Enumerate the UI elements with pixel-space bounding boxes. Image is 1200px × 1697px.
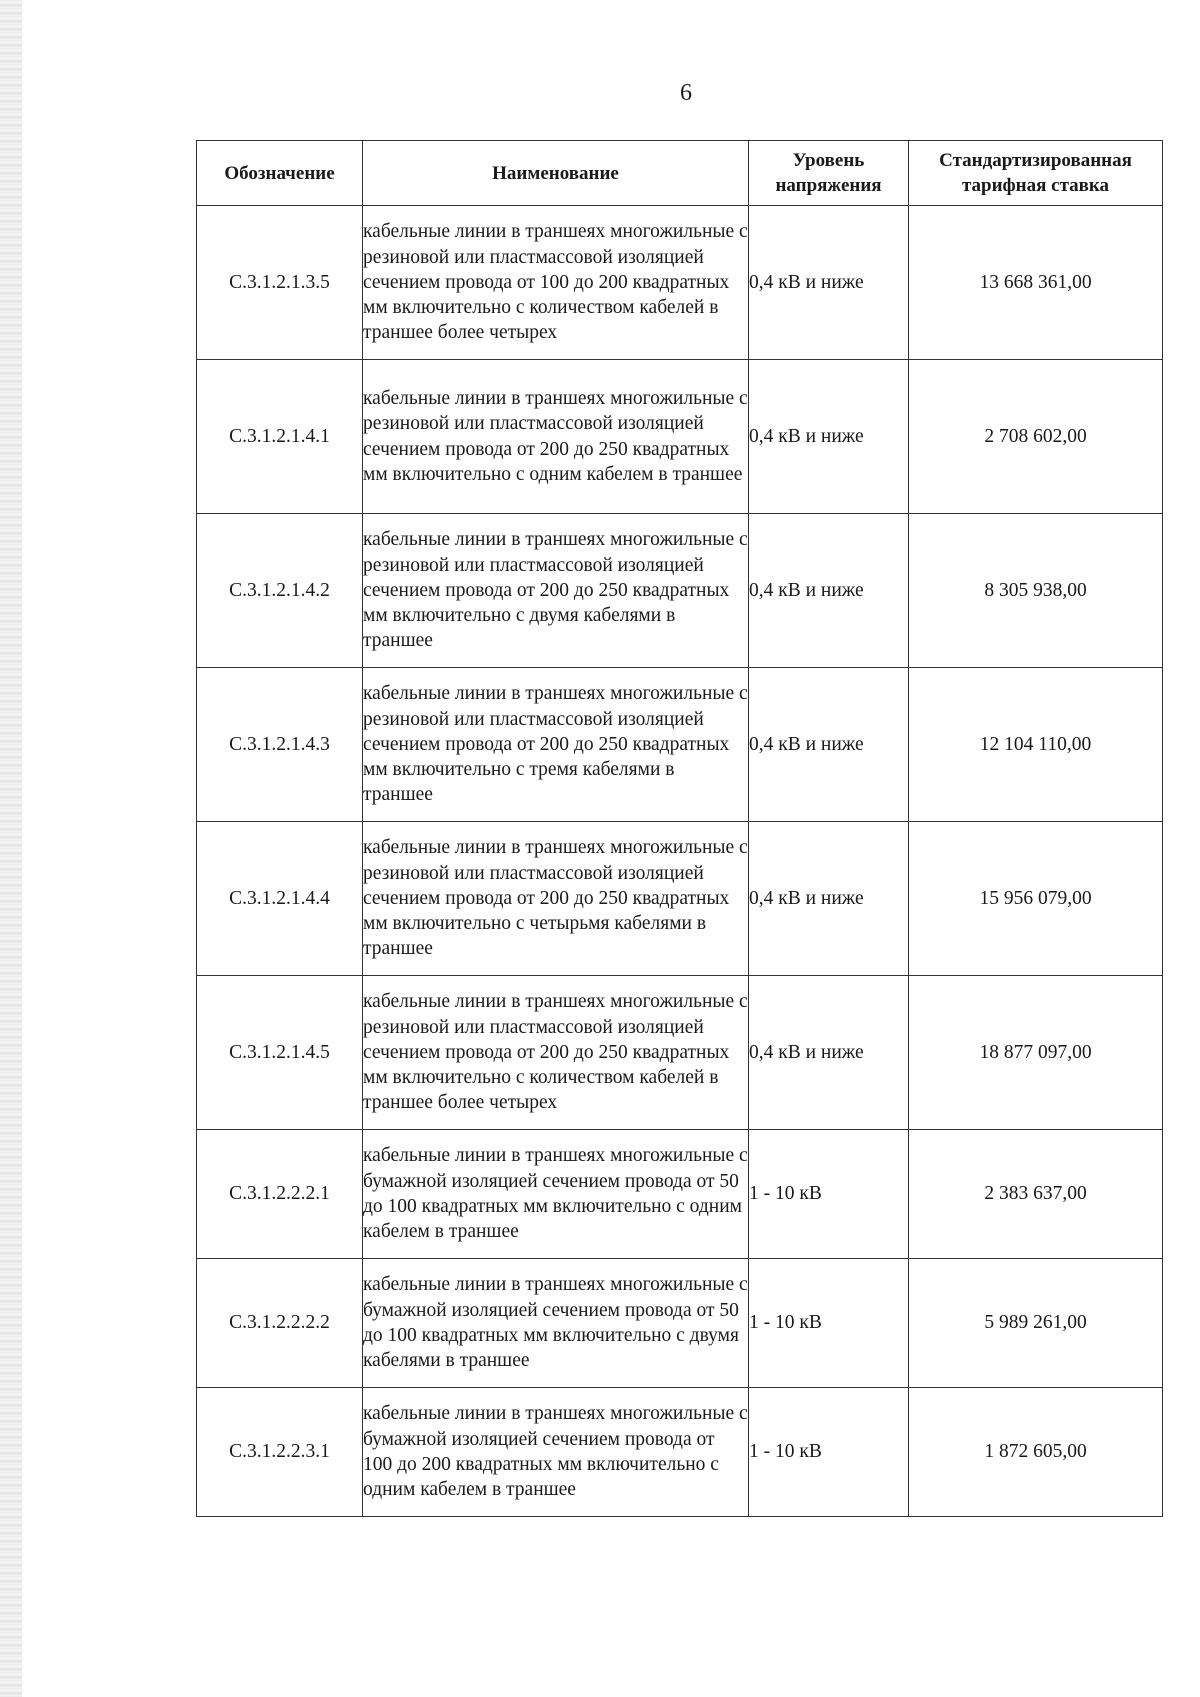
- cell-code: С.3.1.2.2.2.1: [197, 1130, 363, 1259]
- cell-voltage: 0,4 кВ и ниже: [749, 206, 909, 360]
- cell-voltage: 0,4 кВ и ниже: [749, 976, 909, 1130]
- table-row: [197, 206, 1163, 360]
- cell-voltage: 0,4 кВ и ниже: [749, 668, 909, 822]
- cell-voltage: 0,4 кВ и ниже: [749, 822, 909, 976]
- scan-edge-artifact: [0, 0, 22, 1697]
- table-row: [197, 822, 1163, 976]
- header-voltage: Уровень напряжения: [749, 141, 909, 206]
- cell-code: С.3.1.2.1.3.5: [197, 206, 363, 360]
- cell-code: С.3.1.2.1.4.4: [197, 822, 363, 976]
- cell-name: кабельные линии в траншеях многожильные с резиновой или пластмассовой изоляцией сечением провода от 200 до 250 квадратных мм включительно с четырьмя кабелями в траншее: [363, 822, 749, 976]
- table-row: [197, 1259, 1163, 1388]
- table-row: [197, 976, 1163, 1130]
- header-name: Наименование: [363, 141, 749, 206]
- header-rate: Стандартизированная тарифная ставка: [909, 141, 1163, 206]
- cell-voltage: 0,4 кВ и ниже: [749, 360, 909, 514]
- cell-name: кабельные линии в траншеях многожильные с резиновой или пластмассовой изоляцией сечением провода от 200 до 250 квадратных мм включительно с двумя кабелями в траншее: [363, 514, 749, 668]
- cell-voltage: 1 - 10 кВ: [749, 1130, 909, 1259]
- cell-name: кабельные линии в траншеях многожильные с резиновой или пластмассовой изоляцией сечением провода от 200 до 250 квадратных мм включительно с тремя кабелями в траншее: [363, 668, 749, 822]
- cell-code: С.3.1.2.1.4.1: [197, 360, 363, 514]
- cell-rate: 2 708 602,00: [909, 360, 1163, 514]
- cell-name: кабельные линии в траншеях многожильные с бумажной изоляцией сечением провода от 50 до 100 квадратных мм включительно с двумя кабелями в траншее: [363, 1259, 749, 1388]
- cell-voltage: 1 - 10 кВ: [749, 1259, 909, 1388]
- header-code: Обозначение: [197, 141, 363, 206]
- cell-rate: 1 872 605,00: [909, 1388, 1163, 1517]
- cell-voltage: 1 - 10 кВ: [749, 1388, 909, 1517]
- table-header-row: [197, 141, 1163, 206]
- cell-code: С.3.1.2.1.4.3: [197, 668, 363, 822]
- table-row: [197, 1388, 1163, 1517]
- cell-name: кабельные линии в траншеях многожильные с бумажной изоляцией сечением провода от 50 до 100 квадратных мм включительно с одним кабелем в траншее: [363, 1130, 749, 1259]
- cell-name: кабельные линии в траншеях многожильные с резиновой или пластмассовой изоляцией сечением провода от 200 до 250 квадратных мм включительно с количеством кабелей в траншее более четырех: [363, 976, 749, 1130]
- cell-name: кабельные линии в траншеях многожильные с резиновой или пластмассовой изоляцией сечением провода от 200 до 250 квадратных мм включительно с одним кабелем в траншее: [363, 360, 749, 514]
- cell-code: С.3.1.2.2.2.2: [197, 1259, 363, 1388]
- cell-code: С.3.1.2.2.3.1: [197, 1388, 363, 1517]
- cell-rate: 2 383 637,00: [909, 1130, 1163, 1259]
- table-row: [197, 514, 1163, 668]
- tariff-table: [196, 140, 1163, 1517]
- table-row: [197, 668, 1163, 822]
- cell-rate: 5 989 261,00: [909, 1259, 1163, 1388]
- table-row: [197, 360, 1163, 514]
- cell-rate: 12 104 110,00: [909, 668, 1163, 822]
- cell-rate: 8 305 938,00: [909, 514, 1163, 668]
- cell-voltage: 0,4 кВ и ниже: [749, 514, 909, 668]
- cell-name: кабельные линии в траншеях многожильные с резиновой или пластмассовой изоляцией сечением провода от 100 до 200 квадратных мм включительно с количеством кабелей в траншее более четырех: [363, 206, 749, 360]
- page-number: 6: [680, 80, 692, 106]
- cell-code: С.3.1.2.1.4.5: [197, 976, 363, 1130]
- cell-name: кабельные линии в траншеях многожильные с бумажной изоляцией сечением провода от 100 до 200 квадратных мм включительно с одним кабелем в траншее: [363, 1388, 749, 1517]
- cell-rate: 15 956 079,00: [909, 822, 1163, 976]
- cell-code: С.3.1.2.1.4.2: [197, 514, 363, 668]
- table-row: [197, 1130, 1163, 1259]
- cell-rate: 18 877 097,00: [909, 976, 1163, 1130]
- cell-rate: 13 668 361,00: [909, 206, 1163, 360]
